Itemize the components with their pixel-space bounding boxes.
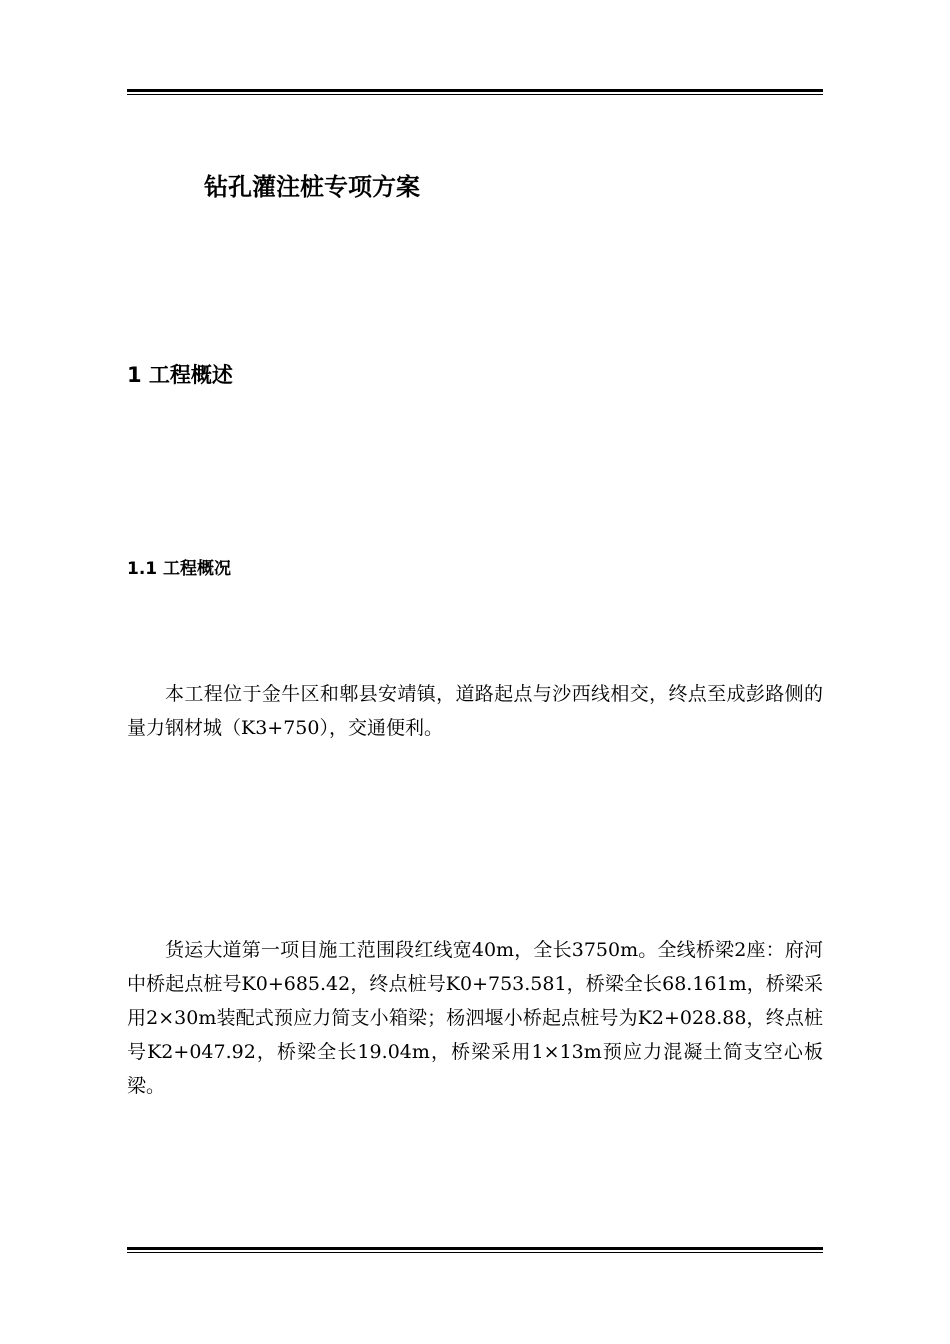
- paragraph-location: 本工程位于金牛区和郫县安靖镇，道路起点与沙西线相交，终点至成彭路侧的量力钢材城（K3+750），交通便利。: [127, 683, 823, 739]
- document-title: 钻孔灌注桩专项方案: [204, 173, 420, 201]
- section-heading-1-1: 1.1 工程概况: [127, 559, 232, 579]
- footer-rule-thick: [127, 1247, 823, 1250]
- header-rule-thin: [127, 94, 823, 95]
- header-rule-thick: [127, 89, 823, 92]
- footer-rule-thin: [127, 1252, 823, 1253]
- paragraph-scope: 货运大道第一项目施工范围段红线宽40m，全长3750m。全线桥梁2座：府河中桥起点桩号K0+685.42，终点桩号K0+753.581，桥梁全长68.161m，桥梁采用2×30m装配式预应力简支小箱梁；杨泗堰小桥起点桩号为K2+028.88，终点桩号K2+047.92，桥梁全长19.04m，桥梁采用1×13m预应力混凝土简支空心板梁。: [127, 939, 823, 1097]
- section-heading-1: 1 工程概述: [127, 363, 233, 387]
- header-rule: [127, 89, 823, 95]
- footer-rule: [127, 1247, 823, 1253]
